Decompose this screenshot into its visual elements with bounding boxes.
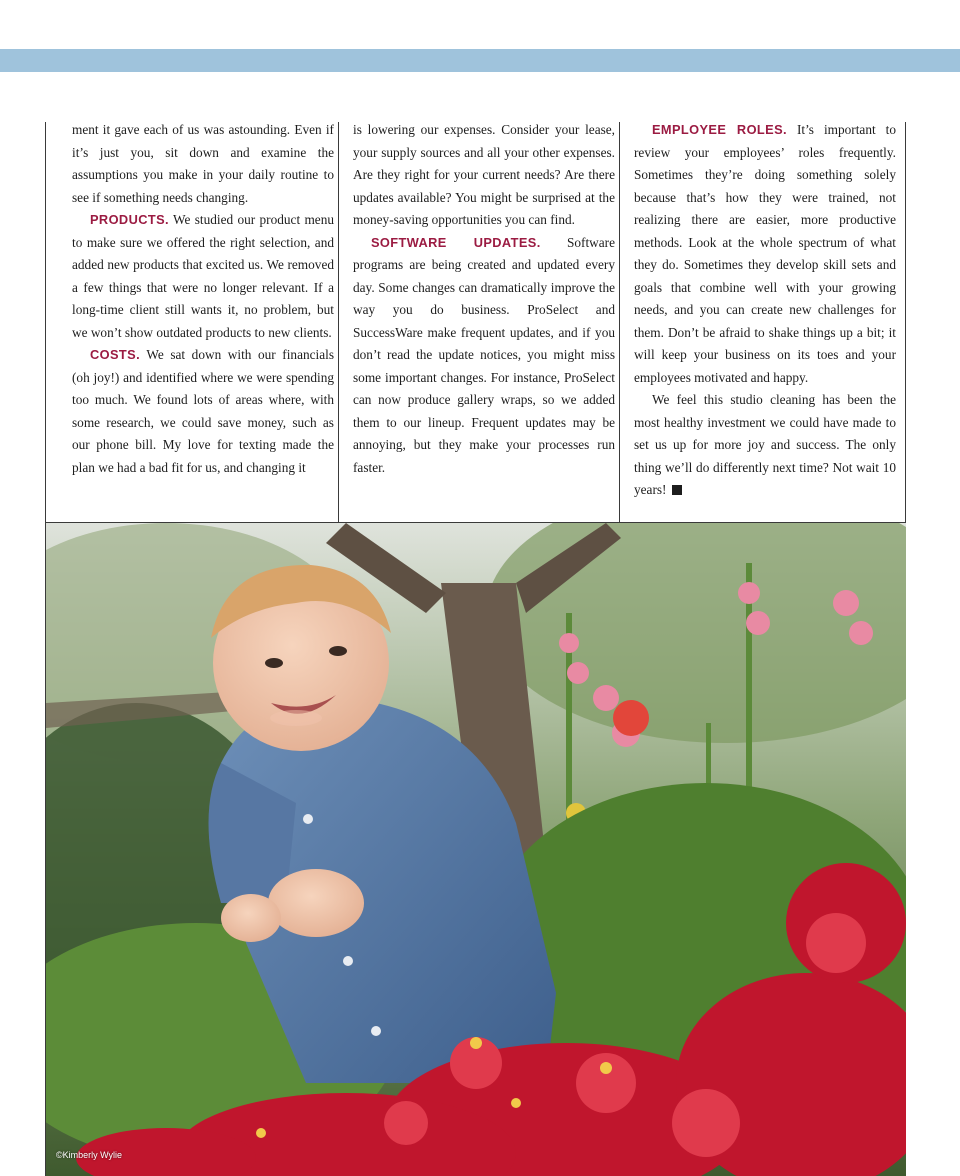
paragraph — [353, 119, 615, 232]
section-lead-employee-roles: EMPLOYEE ROLES. — [652, 122, 787, 137]
photo-illustration — [46, 523, 906, 1176]
section-lead-software-updates: SOFTWARE UPDATES. — [371, 234, 541, 250]
column-divider-2 — [619, 122, 620, 523]
paragraph-text: We sat down with our financials (oh joy!) and identified where we were spending too much. We found lots of areas where, with some research, we could save money, such as our phone bill. My love for texting made the plan we had a bad fit for us, and changing it — [72, 347, 334, 475]
paragraph — [72, 119, 334, 209]
paragraph — [634, 389, 896, 502]
paragraph-text: ment it gave each of us was astounding. Even if it’s just you, sit down and examine the assumptions you make in your daily routine to see if something needs changing. — [72, 122, 334, 205]
paragraph-text: We studied our product menu to make sure we offered the right selection, and added new products that excited us. We removed a few things that were no longer relevant. If a long-time client still wants it, no problem, but we won’t show outdated products to new clients. — [72, 212, 334, 340]
end-of-article-mark — [672, 485, 682, 495]
child-garden-photo — [46, 523, 906, 1176]
column-divider-1 — [338, 122, 339, 523]
article-column-3 — [634, 119, 896, 502]
section-lead-products: PRODUCTS. — [90, 212, 169, 227]
photo-credit: ©Kimberly Wylie — [56, 1150, 123, 1160]
paragraph — [634, 119, 896, 389]
article-column-1 — [72, 119, 334, 479]
paragraph — [72, 209, 334, 344]
paragraph — [72, 344, 334, 479]
paragraph-text: is lowering our expenses. Consider your lease, your supply sources and all your other expenses. Are they right for your current needs? Are there updates available? You might be surprised at the money-saving opportunities you can find. — [353, 122, 615, 227]
article-column-2 — [353, 119, 615, 479]
top-color-band — [0, 49, 960, 72]
paragraph-text: It’s important to review your employees’ roles frequently. Sometimes they’re doing something solely because that’s how they were trained, not realizing there are easier, more productive methods. Look at the whole spectrum of what they do. Sometimes they develop skill sets and goals that combine well with your growing needs, and you can create new challenges for them. Don’t be afraid to shake things up a bit; it will keep your business on its toes and your employees motivated and happy. — [634, 122, 896, 385]
paragraph-text: We feel this studio cleaning has been the most healthy investment we could have made to set us up for more joy and success. The only thing we’ll do differently next time? Not wait 10 years! — [634, 392, 896, 497]
paragraph — [353, 232, 615, 480]
paragraph-text: Software programs are being created and updated every day. Some changes can dramatically improve the way you do business. ProSelect and SuccessWare make frequent updates, and if you don’t read the update notices, you might miss some important changes. For instance, ProSelect can now produce gallery wraps, so we added them to our lineup. Frequent updates may be annoying, but they make your processes run faster. — [353, 234, 616, 475]
section-lead-costs: COSTS. — [90, 347, 141, 362]
